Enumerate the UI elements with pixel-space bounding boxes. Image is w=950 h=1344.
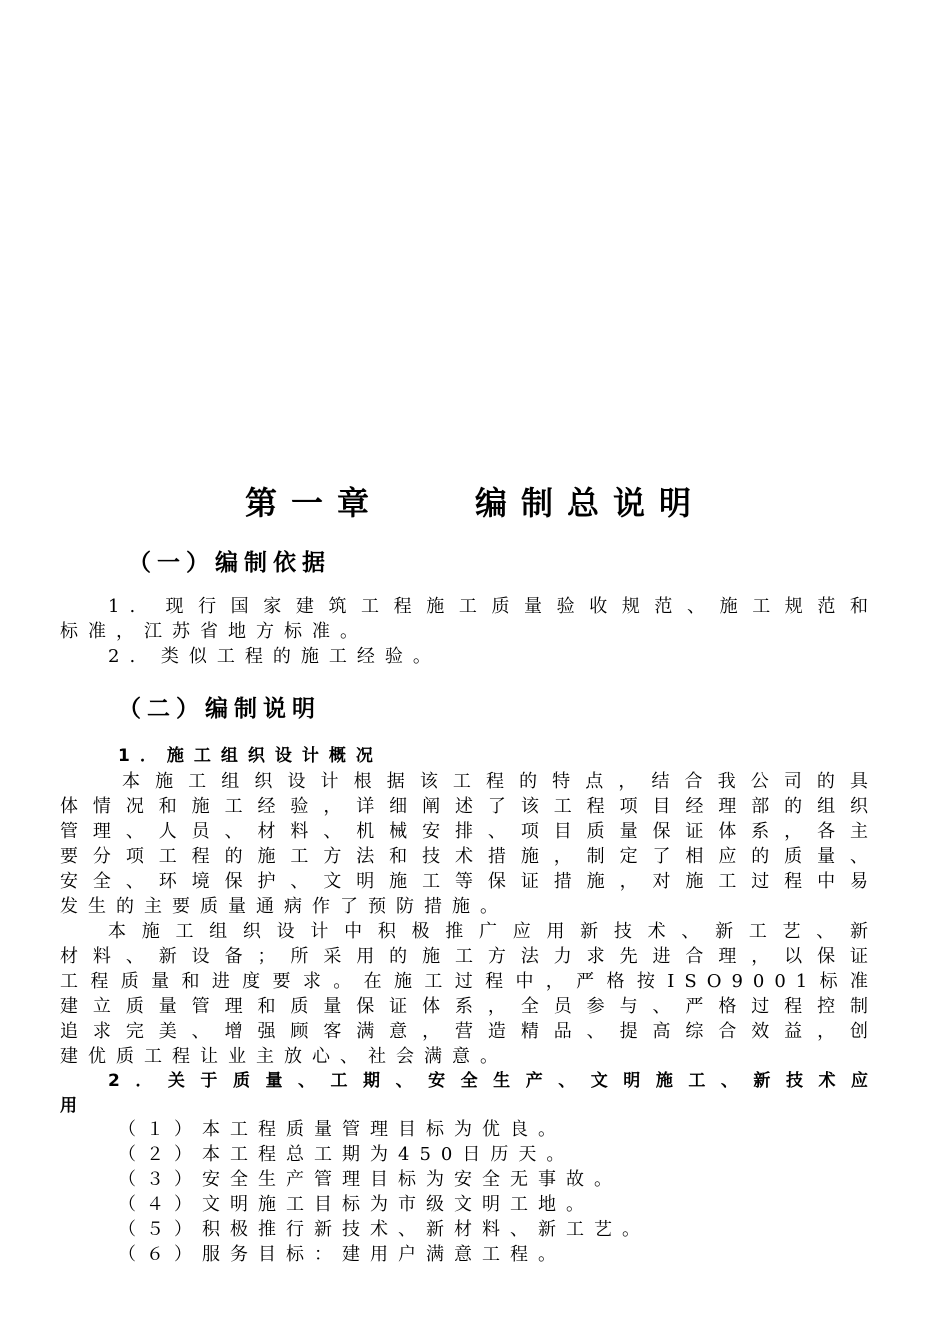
target-item-4: （４）文明施工目标为市级文明工地。 bbox=[118, 1194, 594, 1215]
overview-para-2-line-6: 建优质工程让业主放心、社会满意。 bbox=[60, 1046, 508, 1067]
overview-para-1-line-5: 安全、环境保护、文明施工等保证措施，对施工过程中易 bbox=[60, 871, 878, 892]
basis-list bbox=[60, 594, 878, 669]
subsection-heading-targets-line-1: 2．关于质量、工期、安全生产、文明施工、新技术应 bbox=[108, 1071, 878, 1091]
overview-para-2-line-1: 本施工组织设计中积极推广应用新技术、新工艺、新 bbox=[108, 921, 878, 942]
basis-item-1-line-1: 1. 现行国家建筑工程施工质量验收规范、施工规范和 bbox=[108, 596, 878, 617]
basis-item-1-line-2: 标准，江苏省地方标准。 bbox=[60, 621, 368, 642]
basis-item-2: 2. 类似工程的施工经验。 bbox=[108, 646, 441, 667]
subsection-heading-overview: 1．施工组织设计概况 bbox=[118, 746, 383, 766]
targets-list bbox=[118, 1117, 878, 1267]
overview-para-2-line-4: 建立质量管理和质量保证体系，全员参与、严格过程控制 bbox=[60, 996, 878, 1017]
chapter-title: 第一章 编制总说明 bbox=[244, 484, 705, 522]
overview-para-1-line-4: 要分项工程的施工方法和技术措施，制定了相应的质量、 bbox=[60, 846, 878, 867]
section-heading-basis: （一）编制依据 bbox=[128, 550, 331, 576]
target-item-1: （１）本工程质量管理目标为优良。 bbox=[118, 1119, 566, 1140]
description-body bbox=[60, 744, 878, 1119]
overview-para-1-line-6: 发生的主要质量通病作了预防措施。 bbox=[60, 896, 508, 917]
target-item-5: （５）积极推行新技术、新材料、新工艺。 bbox=[118, 1219, 650, 1240]
overview-para-1-line-1: 本施工组织设计根据该工程的特点，结合我公司的具 bbox=[122, 771, 878, 792]
overview-para-1-line-2: 体情况和施工经验，详细阐述了该工程项目经理部的组织 bbox=[60, 796, 878, 817]
section-heading-description: （二）编制说明 bbox=[118, 696, 321, 722]
target-item-6: （６）服务目标：建用户满意工程。 bbox=[118, 1244, 566, 1265]
overview-para-2-line-5: 追求完美、增强顾客满意，营造精品、提高综合效益，创 bbox=[60, 1021, 878, 1042]
overview-para-1-line-3: 管理、人员、材料、机械安排、项目质量保证体系，各主 bbox=[60, 821, 878, 842]
target-item-3: （３）安全生产管理目标为安全无事故。 bbox=[118, 1169, 622, 1190]
overview-para-2-line-3: 工程质量和进度要求。在施工过程中，严格按ISO9001标准 bbox=[60, 971, 878, 992]
overview-para-2-line-2: 材料、新设备；所采用的施工方法力求先进合理，以保证 bbox=[60, 946, 878, 967]
subsection-heading-targets-line-2: 用 bbox=[60, 1096, 87, 1116]
target-item-2: （２）本工程总工期为450日历天。 bbox=[118, 1144, 575, 1165]
